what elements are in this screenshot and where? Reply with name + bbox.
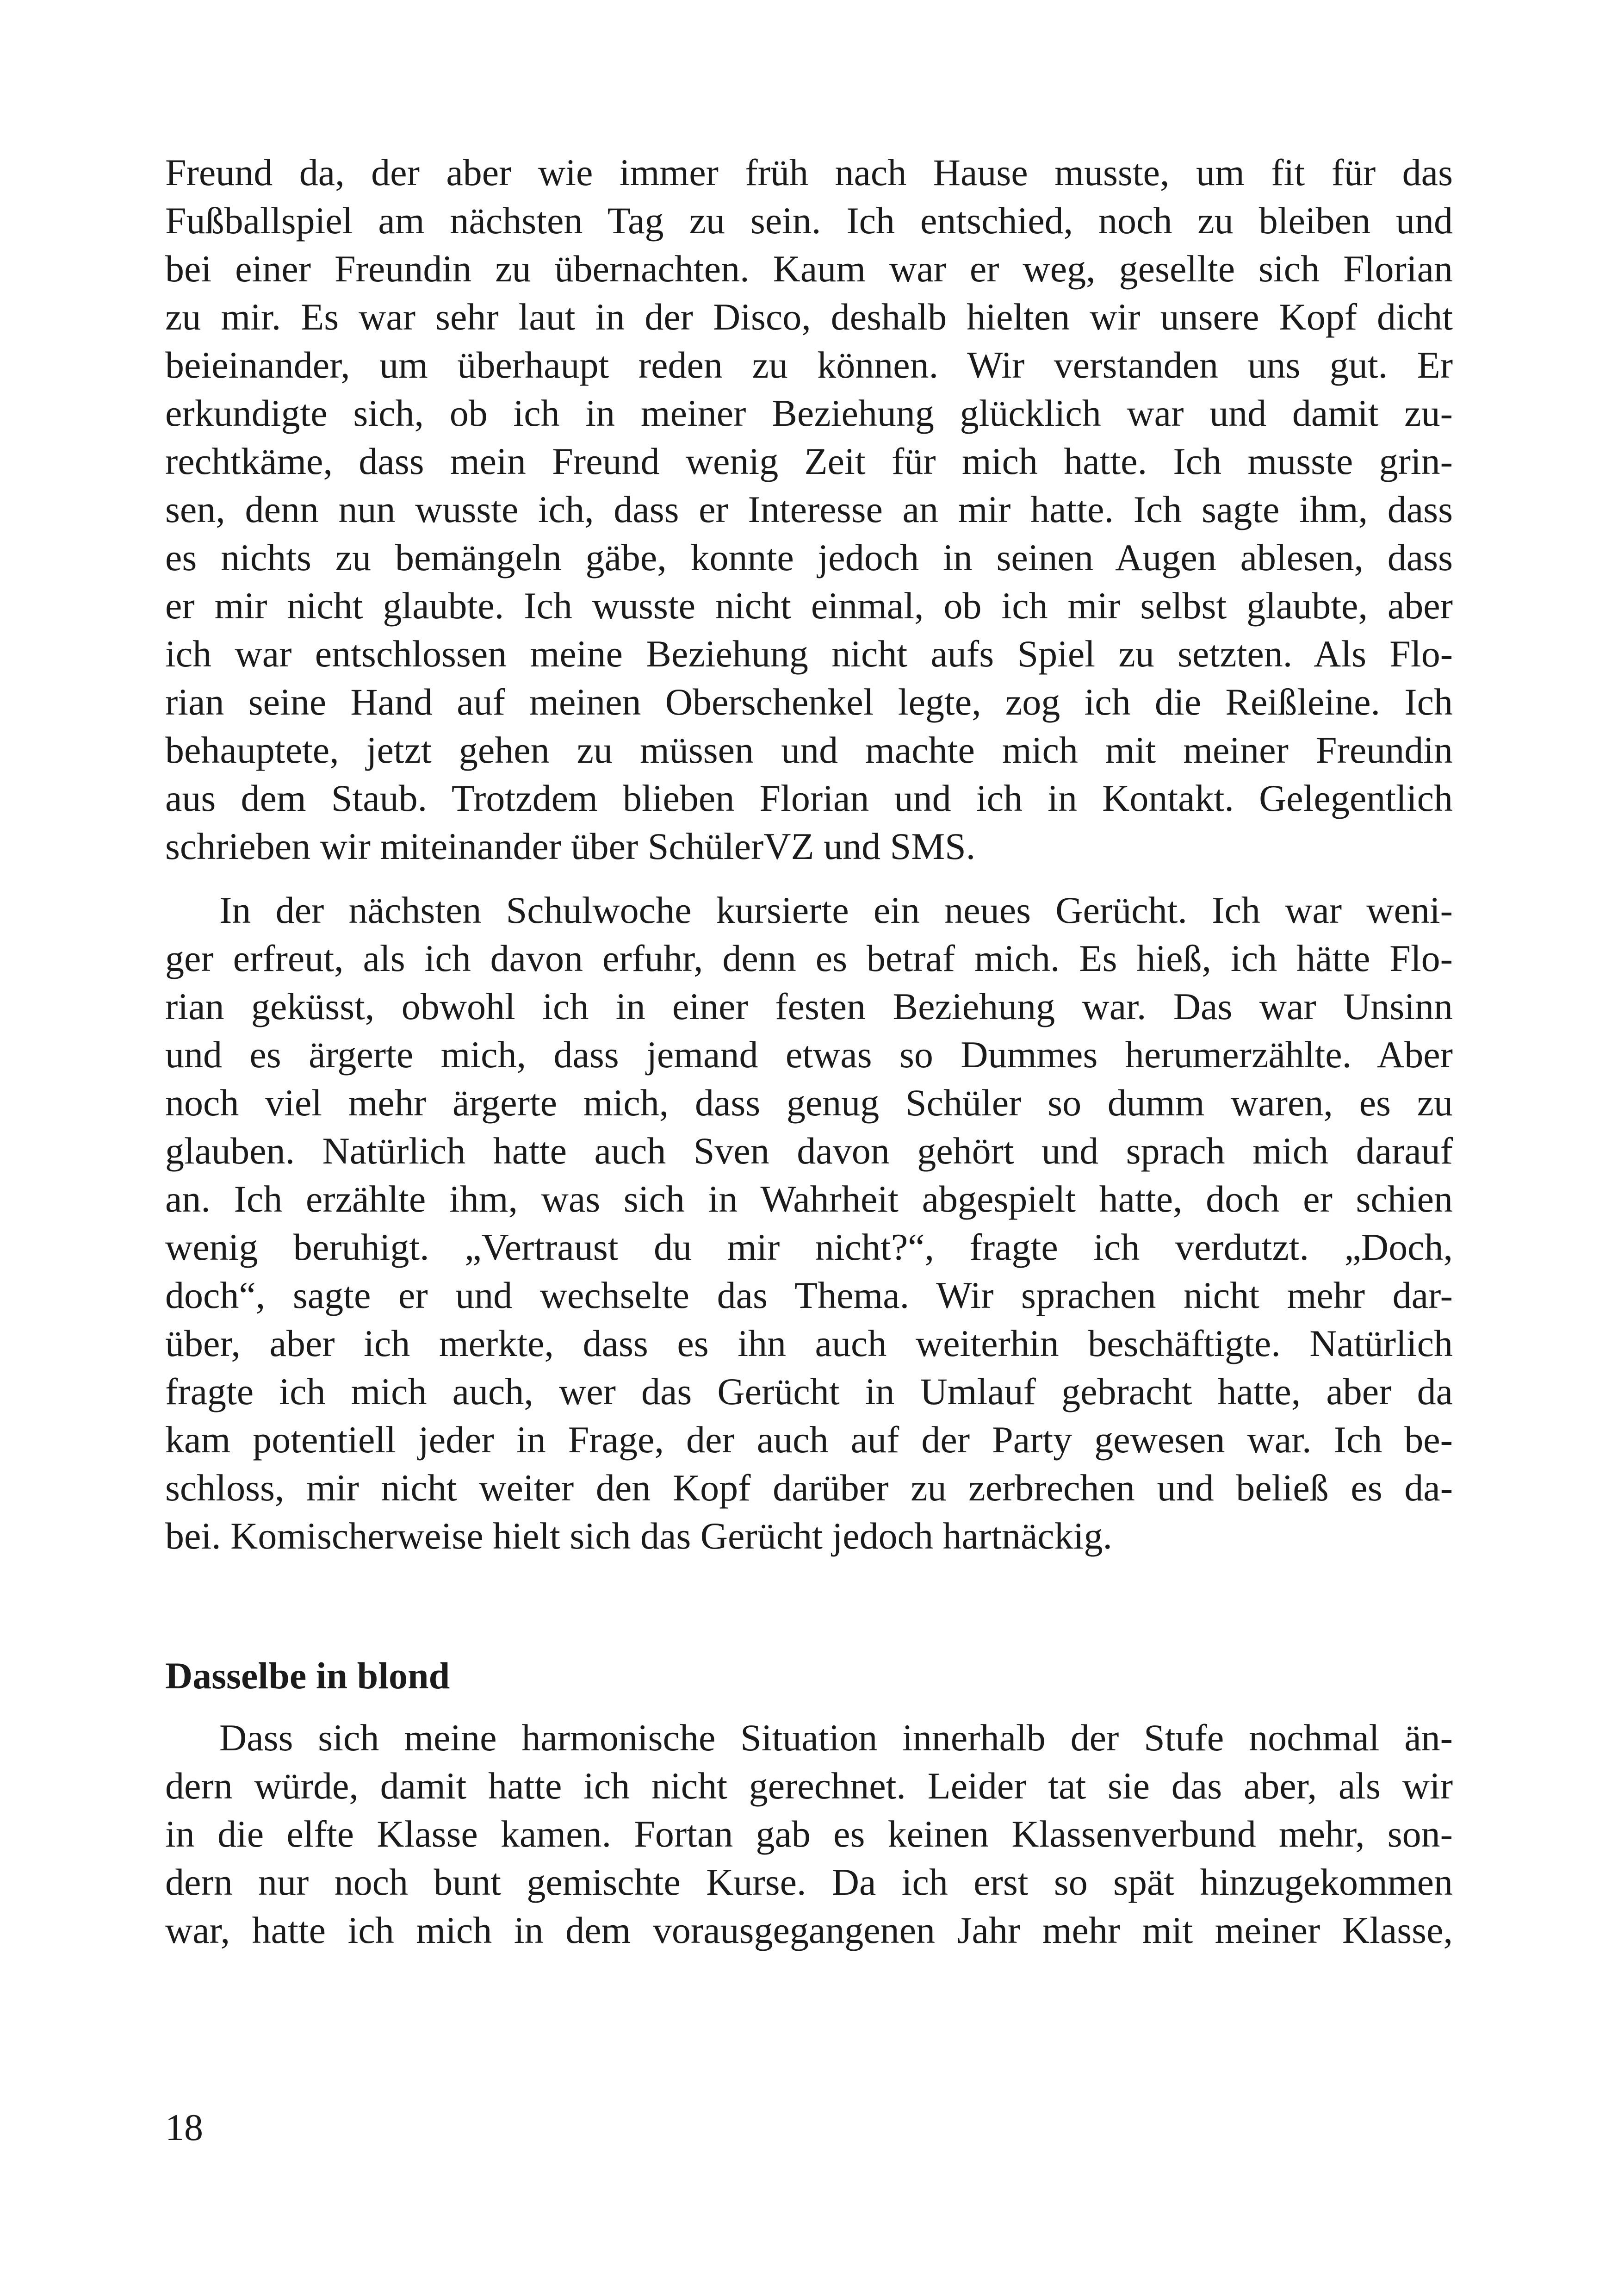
paragraph-2	[165, 886, 1453, 1560]
text-line: beieinander, um überhaupt reden zu können. Wir verstanden uns gut. Er	[165, 344, 1453, 386]
text-line: dern würde, damit hatte ich nicht gerechnet. Leider tat sie das aber, als wir	[165, 1765, 1453, 1807]
text-line: ger erfreut, als ich davon erfuhr, denn es betraf mich. Es hieß, ich hätte Flo-	[165, 937, 1453, 979]
text-line: erkundigte sich, ob ich in meiner Beziehung glücklich war und damit zu-	[165, 392, 1453, 434]
text-line: glauben. Natürlich hatte auch Sven davon gehört und sprach mich darauf	[165, 1130, 1453, 1172]
text-line: Dass sich meine harmonische Situation innerhalb der Stufe nochmal än-	[219, 1717, 1453, 1759]
section-heading: Dasselbe in blond	[165, 1655, 450, 1697]
text-line: rian seine Hand auf meinen Oberschenkel legte, zog ich die Reißleine. Ich	[165, 681, 1453, 723]
text-line: es nichts zu bemängeln gäbe, konnte jedoch in seinen Augen ablesen, dass	[165, 536, 1453, 579]
text-line: war, hatte ich mich in dem vorausgegangenen Jahr mehr mit meiner Klasse,	[165, 1909, 1453, 1951]
text-line: er mir nicht glaubte. Ich wusste nicht einmal, ob ich mir selbst glaubte, aber	[165, 585, 1453, 627]
text-line: bei einer Freundin zu übernachten. Kaum war er weg, gesellte sich Florian	[165, 248, 1453, 290]
text-line: zu mir. Es war sehr laut in der Disco, deshalb hielten wir unsere Kopf dicht	[165, 296, 1453, 338]
text-line: In der nächsten Schulwoche kursierte ein neues Gerücht. Ich war weni-	[219, 889, 1453, 931]
text-line: bei. Komischerweise hielt sich das Gerücht jedoch hartnäckig.	[165, 1515, 1113, 1557]
text-line: schloss, mir nicht weiter den Kopf darüber zu zerbrechen und beließ es da-	[165, 1467, 1453, 1509]
paragraph-3	[165, 1714, 1453, 1954]
text-line: dern nur noch bunt gemischte Kurse. Da ich erst so spät hinzugekommen	[165, 1861, 1453, 1903]
text-line: rechtkäme, dass mein Freund wenig Zeit für mich hatte. Ich musste grin-	[165, 440, 1453, 482]
text-line: aus dem Staub. Trotzdem blieben Florian und ich in Kontakt. Gelegentlich	[165, 777, 1453, 819]
text-line: in die elfte Klasse kamen. Fortan gab es keinen Klassenverbund mehr, son-	[165, 1813, 1453, 1855]
text-line: doch“, sagte er und wechselte das Thema. Wir sprachen nicht mehr dar-	[165, 1274, 1453, 1316]
text-line: behauptete, jetzt gehen zu müssen und machte mich mit meiner Freundin	[165, 729, 1453, 771]
text-line: über, aber ich merkte, dass es ihn auch weiterhin beschäftigte. Natürlich	[165, 1322, 1453, 1364]
paragraph-1	[165, 149, 1453, 871]
text-line: Fußballspiel am nächsten Tag zu sein. Ich entschied, noch zu bleiben und	[165, 199, 1453, 242]
text-line: rian geküsst, obwohl ich in einer festen Beziehung war. Das war Unsinn	[165, 985, 1453, 1027]
text-line: noch viel mehr ärgerte mich, dass genug Schüler so dumm waren, es zu	[165, 1082, 1453, 1124]
text-line: Freund da, der aber wie immer früh nach Hause musste, um fit für das	[165, 151, 1453, 193]
text-line: und es ärgerte mich, dass jemand etwas so Dummes herumerzählte. Aber	[165, 1033, 1453, 1076]
text-line: wenig beruhigt. „Vertraust du mir nicht?“, fragte ich verdutzt. „Doch,	[165, 1226, 1453, 1268]
text-line: fragte ich mich auch, wer das Gerücht in Umlauf gebracht hatte, aber da	[165, 1370, 1453, 1412]
text-line: an. Ich erzählte ihm, was sich in Wahrheit abgespielt hatte, doch er schien	[165, 1178, 1453, 1220]
text-line: sen, denn nun wusste ich, dass er Interesse an mir hatte. Ich sagte ihm, dass	[165, 488, 1453, 530]
text-line: ich war entschlossen meine Beziehung nicht aufs Spiel zu setzten. Als Flo-	[165, 633, 1453, 675]
text-line: schrieben wir miteinander über SchülerVZ und SMS.	[165, 825, 976, 867]
text-line: kam potentiell jeder in Frage, der auch auf der Party gewesen war. Ich be-	[165, 1419, 1453, 1461]
page-number: 18	[165, 2106, 203, 2148]
